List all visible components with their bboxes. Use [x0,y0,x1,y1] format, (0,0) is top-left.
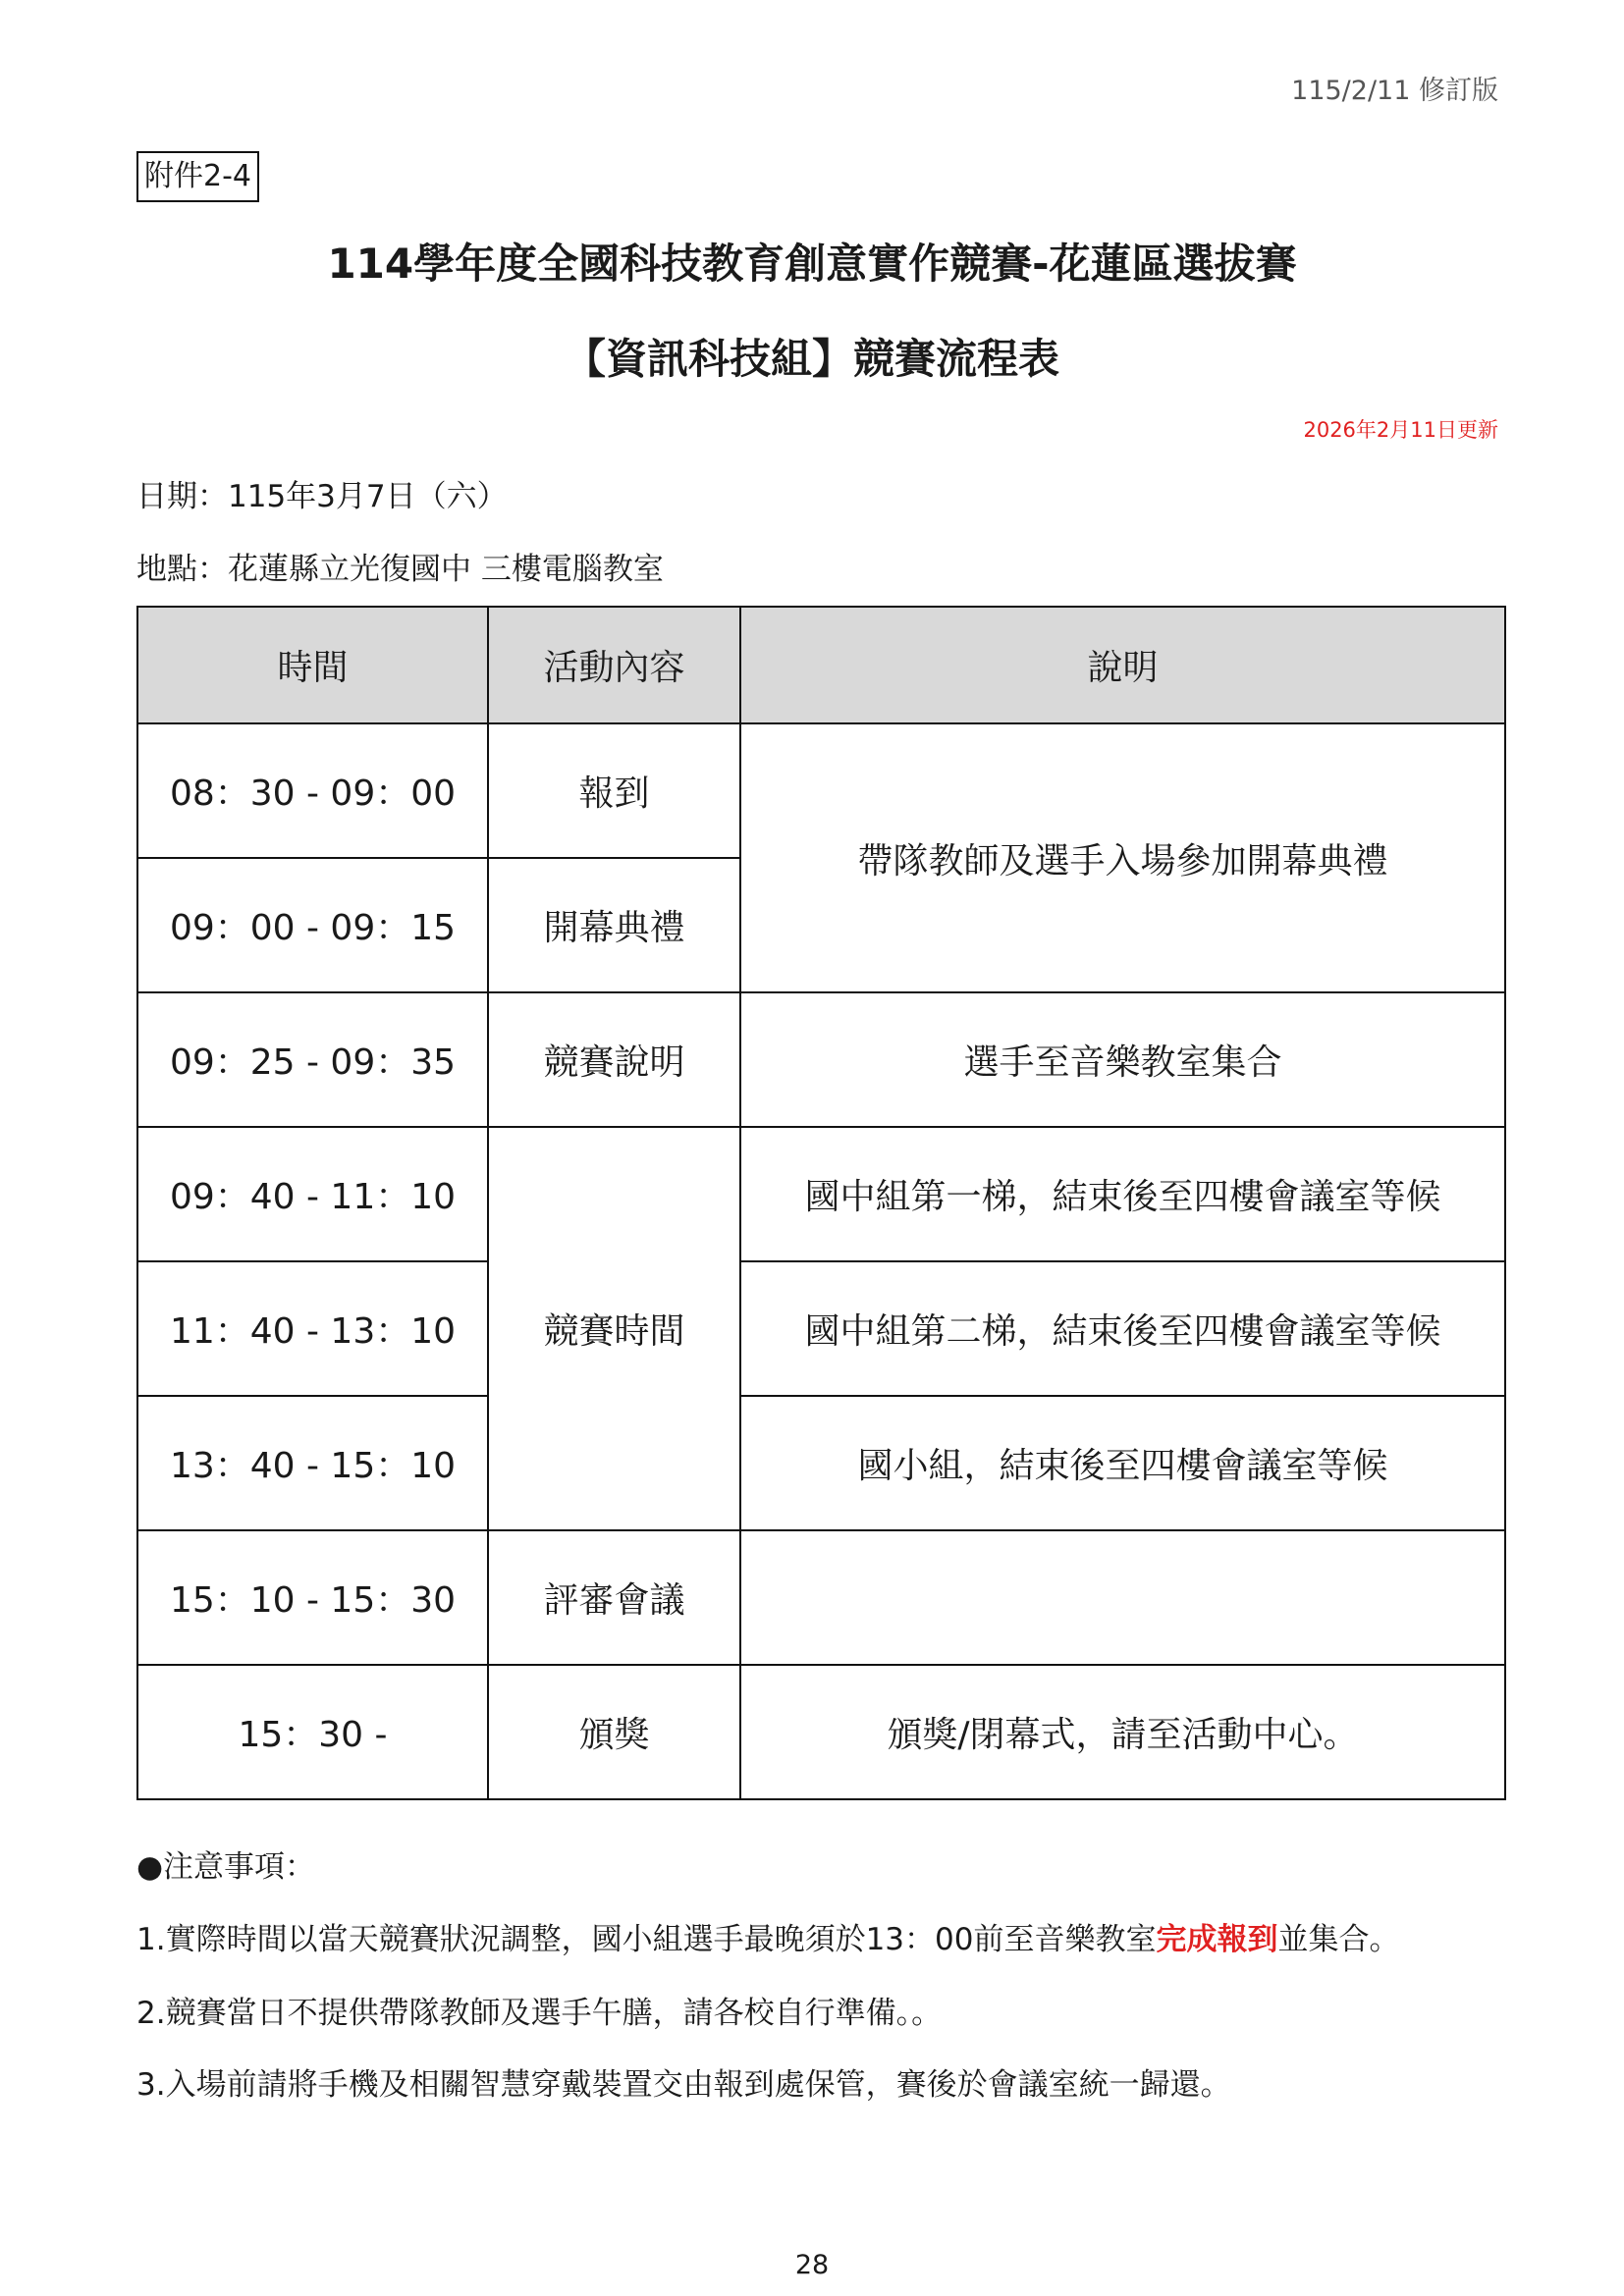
time-cell: 08：30 - 09：00 [137,723,488,858]
description-cell: 選手至音樂教室集合 [740,992,1505,1127]
header-description: 說明 [740,607,1505,723]
time-cell: 09：00 - 09：15 [137,858,488,992]
activity-cell: 開幕典禮 [488,858,740,992]
page-subtitle: 【資訊科技組】競賽流程表 [564,335,1059,383]
table-row [137,1261,1505,1396]
activity-cell: 競賽時間 [488,1127,740,1530]
revision-label: 115/2/11 修訂版 [1291,76,1498,106]
note-1-end: 並集合。 [1277,1922,1400,1957]
page-number: 28 [794,2250,830,2280]
description-cell: 頒獎/閉幕式，請至活動中心。 [740,1665,1505,1799]
time-cell: 11：40 - 13：10 [137,1261,488,1396]
page-title: 114學年度全國科技教育創意實作競賽-花蓮區選拔賽 [327,240,1297,288]
header-activity: 活動內容 [488,607,740,723]
activity-cell: 競賽說明 [488,992,740,1127]
header-time: 時間 [137,607,488,723]
description-cell: 國中組第二梯，結束後至四樓會議室等候 [740,1261,1505,1396]
event-date: 日期：115年3月7日（六） [136,479,508,514]
notes-title: ●注意事項： [136,1849,316,1885]
activity-cell: 報到 [488,723,740,858]
description-cell: 國小組，結束後至四樓會議室等候 [740,1396,1505,1530]
note-item-2: 2.競賽當日不提供帶隊教師及選手午膳，請各校自行準備。。 [136,1996,943,2031]
note-item-3: 3.入場前請將手機及相關智慧穿戴裝置交由報到處保管，賽後於會議室統一歸還。 [136,2067,1231,2103]
schedule-table [136,606,1506,1800]
table-row [137,1127,1505,1261]
time-cell: 15：30 - [137,1665,488,1799]
updated-date: 2026年2月11日更新 [1303,418,1498,442]
note-1-text: 1.實際時間以當天競賽狀況調整，國小組選手最晚須於13：00前至音樂教室 [136,1922,1157,1957]
event-location: 地點：花蓮縣立光復國中 三樓電腦教室 [136,552,664,587]
description-cell [740,1530,1505,1665]
description-cell: 帶隊教師及選手入場參加開幕典禮 [740,723,1505,992]
time-cell: 13：40 - 15：10 [137,1396,488,1530]
note-item-1 [136,1914,1399,1958]
table-header-row [137,607,1505,723]
table-row [137,1396,1505,1530]
table-row [137,1665,1505,1799]
activity-cell: 頒獎 [488,1665,740,1799]
time-cell: 09：40 - 11：10 [137,1127,488,1261]
note-1-highlight: 完成報到 [1156,1922,1278,1957]
time-cell: 09：25 - 09：35 [137,992,488,1127]
table-row [137,723,1505,858]
description-cell: 國中組第一梯，結束後至四樓會議室等候 [740,1127,1505,1261]
time-cell: 15：10 - 15：30 [137,1530,488,1665]
table-row [137,1530,1505,1665]
attachment-label: 附件2-4 [136,151,259,202]
table-row [137,992,1505,1127]
activity-cell: 評審會議 [488,1530,740,1665]
